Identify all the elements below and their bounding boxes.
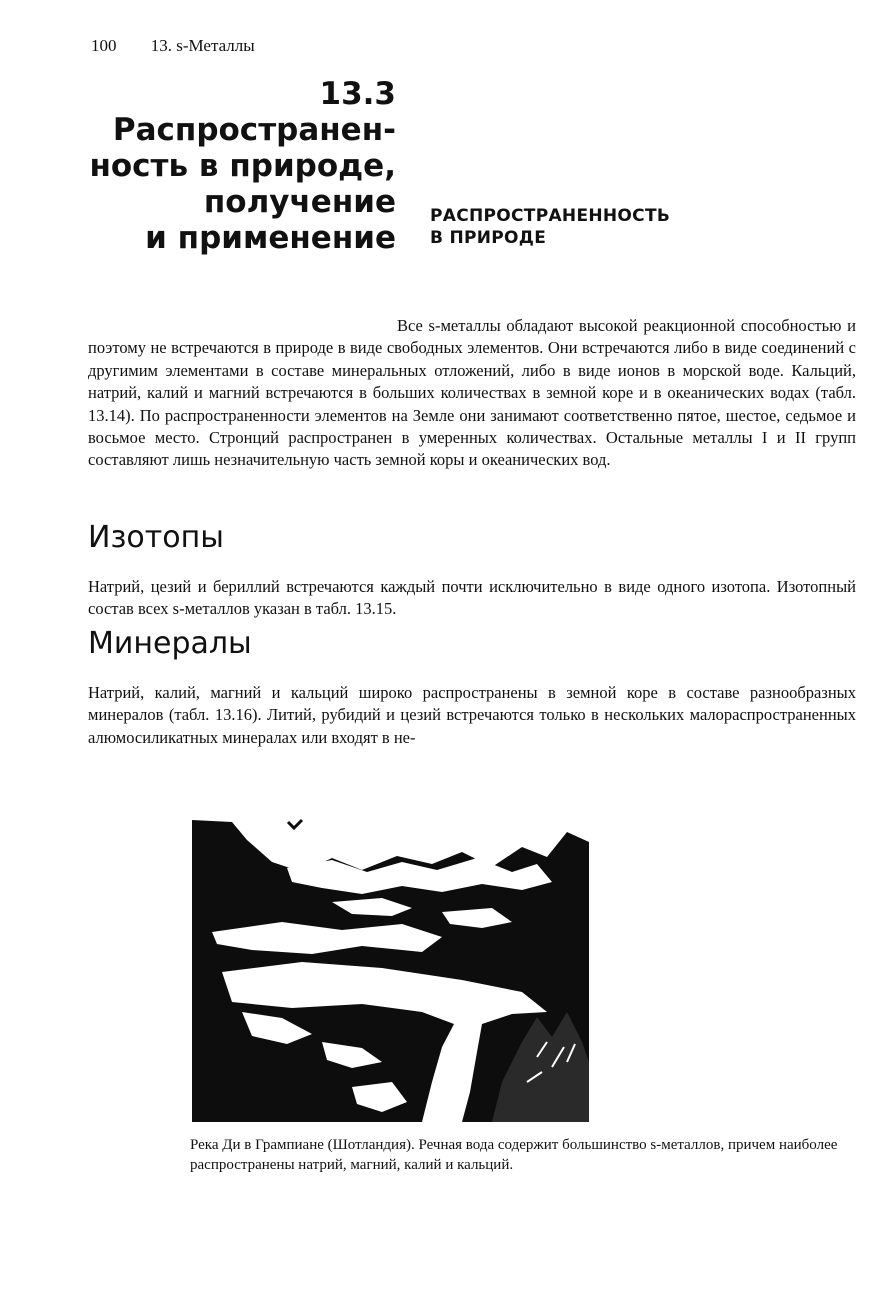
page-number: 100	[91, 36, 117, 55]
running-head	[91, 36, 255, 56]
subsection-heading	[430, 205, 730, 249]
chapter-title: 13. s-Металлы	[150, 36, 255, 55]
figure-caption: Река Ди в Грампиане (Шотландия). Речная вода содержит большинство s-металлов, причем наиболее распространены натрий, магний, калий и кальций.	[190, 1137, 838, 1173]
subsection-heading-line: В ПРИРОДЕ	[430, 228, 547, 248]
section-title-line: получение	[203, 184, 396, 220]
section-number: 13.3	[319, 76, 396, 112]
minerals-heading: Минералы	[88, 626, 252, 661]
isotopes-paragraph: Натрий, цезий и бериллий встречаются каждый почти исключительно в виде одного изотопа. Изотопный состав всех s-металлов указан в табл. 13.15.	[88, 577, 856, 619]
abundance-paragraph: Все s-металлы обладают высокой реакционной способностью и поэтому не встречаются в природе в виде свободных элементов. Они встречаются либо в виде соединений с другимим элементами в составе минеральных отложений, либо в виде ионов в морской воде. Кальций, натрий, калий и магний встречаются в больших количествах в земной коре и в океанических водах (табл. 13.14). По распространенности элементов на Земле они занимают соответственно пятое, шестое, седьмое и восьмое место. Стронций распространен в умеренных количествах. Остальные металлы I и II групп составляют лишь незначительную часть земной коры и океанических вод.	[88, 316, 856, 470]
river-photo	[192, 812, 589, 1122]
minerals-paragraph: Натрий, калий, магний и кальций широко распространены в земной коре в составе разнообразных минералов (табл. 13.16). Литий, рубидий и цезий встречаются только в нескольких малораспространенных алюмосиликатных минералах или входят в не-	[88, 683, 856, 747]
isotopes-heading: Изотопы	[88, 520, 224, 555]
section-title-line: и применение	[145, 220, 396, 256]
section-title	[60, 76, 396, 256]
subsection-heading-line: РАСПРОСТРАНЕННОСТЬ	[430, 206, 671, 226]
section-title-line: Распространен-	[112, 112, 396, 148]
section-title-line: ность в природе,	[89, 148, 396, 184]
